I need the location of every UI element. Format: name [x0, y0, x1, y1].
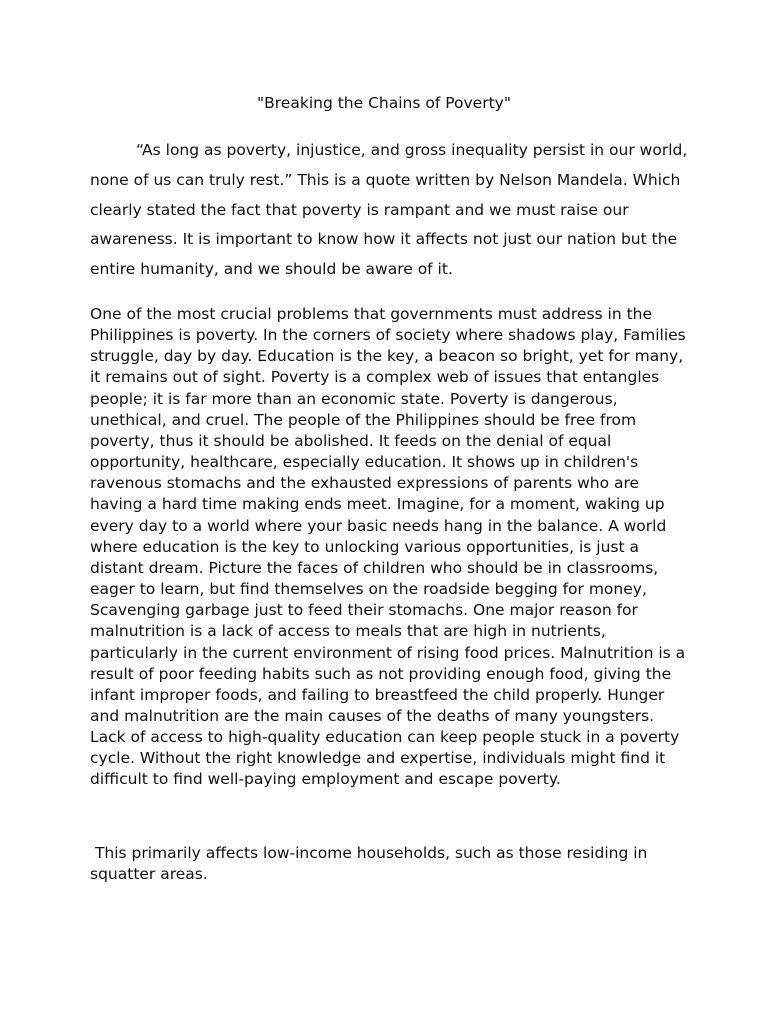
paragraph-closing: This primarily affects low-income households, such as those residing in squatter areas. [90, 844, 653, 884]
document-title: "Breaking the Chains of Poverty" [257, 94, 511, 112]
paragraph-intro: “As long as poverty, injustice, and gross inequality persist in our world, none of us can truly rest.” This is a quote written by Nelson Mandela. Which clearly stated the fact that poverty is rampant and we must raise our awareness. It is important to know how it affects not just our nation but the entire humanity, and we should be aware of it. [90, 141, 688, 279]
paragraph-body: One of the most crucial problems that governments must address in the Philippines is poverty. In the corners of society where shadows play, Families struggle, day by day. Education is the key, a beacon so bright, yet for many, it remains out of sight. Poverty is a complex web of issues that entangles people; it is far more than an economic state. Poverty is dangerous, unethical, and cruel. The people of the Philippines should be free from poverty, thus it should be abolished. It feeds on the denial of equal opportunity, healthcare, especially education. It shows up in children's ravenous stomachs and the exhausted expressions of parents who are having a hard time making ends meet. Imagine, for a moment, waking up every day to a world where your basic needs hang in the balance. A world where education is the key to unlocking various opportunities, is just a distant dream. Picture the faces of children who should be in classrooms, eager to learn, but find themselves on the roadside begging for money, Scavenging garbage just to feed their stomachs. One major reason for malnutrition is a lack of access to meals that are high in nutrients, particularly in the current environment of rising food prices. Malnutrition is a result of poor feeding habits such as not providing enough food, giving the infant improper foods, and failing to breastfeed the child properly. Hunger and malnutrition are the main causes of the deaths of many youngsters. Lack of access to high-quality education can keep people stuck in a poverty cycle. Without the right knowledge and expertise, individuals might find it difficult to find well-paying employment and escape poverty. [90, 305, 686, 789]
